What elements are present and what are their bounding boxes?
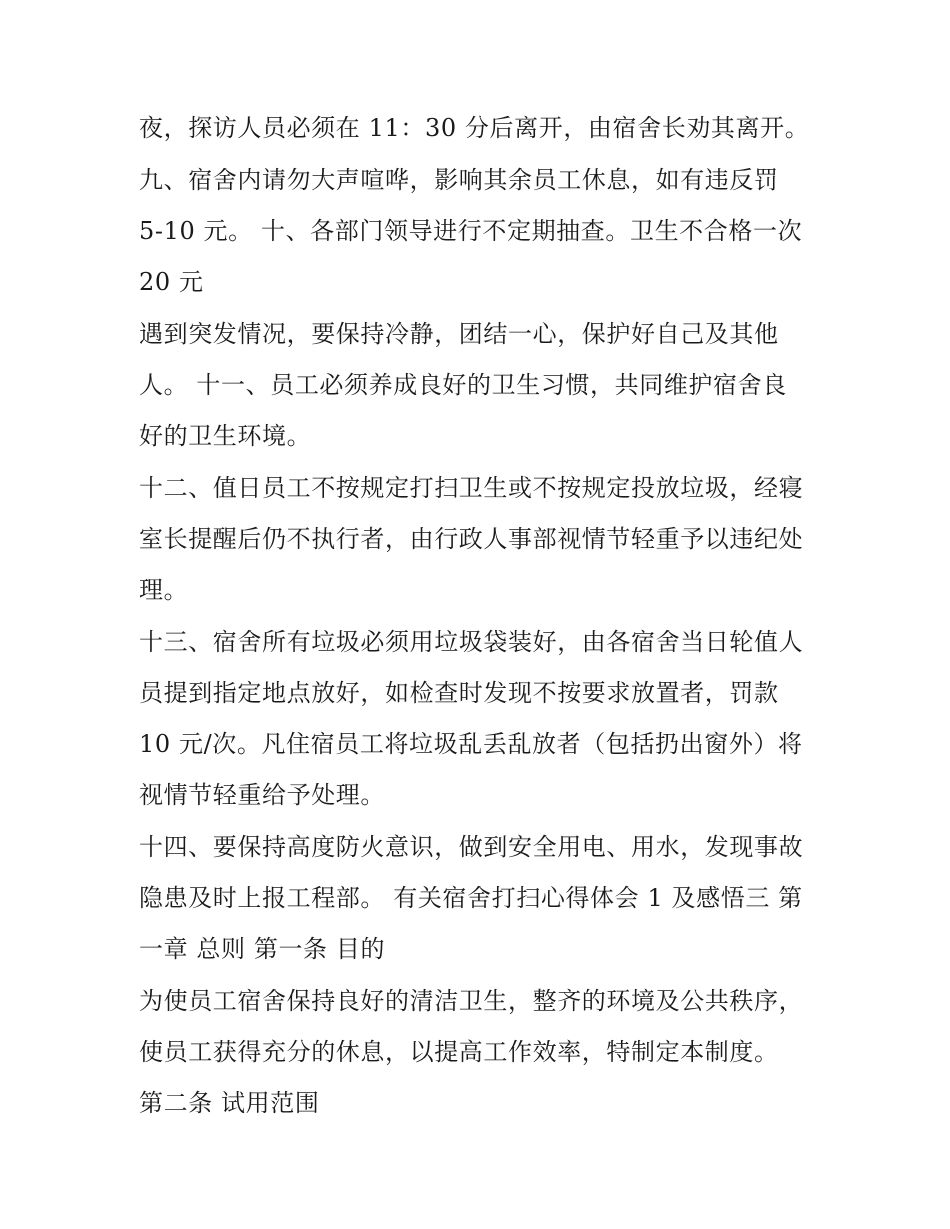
- text-line: 遇到突发情况，要保持冷静，团结一心，保护好自己及其他: [139, 320, 779, 348]
- text-line: 室长提醒后仍不执行者，由行政人事部视情节轻重予以违纪处: [139, 525, 804, 553]
- text-line: 20 元: [139, 268, 204, 296]
- text-line: 九、宿舍内请勿大声喧哗，影响其余员工休息，如有违反罚: [139, 166, 779, 194]
- text-line: 理。: [139, 576, 189, 604]
- text-line: 视情节轻重给予处理。: [139, 781, 385, 809]
- text-line: 人。 十一、员工必须养成良好的卫生习惯，共同维护宿舍良: [139, 371, 787, 399]
- text-line: 为使员工宿舍保持良好的清洁卫生，整齐的环境及公共秩序，: [139, 987, 804, 1015]
- text-line: 第二条 试用范围: [139, 1089, 320, 1117]
- text-line: 隐患及时上报工程部。 有关宿舍打扫心得体会 1 及感悟三 第: [139, 884, 803, 912]
- text-line: 员提到指定地点放好，如检查时发现不按要求放置者，罚款: [139, 679, 779, 707]
- text-line: 5-10 元。 十、各部门领导进行不定期抽查。卫生不合格一次: [139, 217, 803, 245]
- text-line: 十四、要保持高度防火意识，做到安全用电、用水，发现事故: [139, 833, 804, 861]
- text-line: 使员工获得充分的休息，以提高工作效率，特制定本制度。: [139, 1038, 779, 1066]
- text-line: 10 元/次。凡住宿员工将垃圾乱丢乱放者（包括扔出窗外）将: [139, 730, 803, 758]
- text-line: 好的卫生环境。: [139, 422, 312, 450]
- text-line: 夜，探访人员必须在 11：30 分后离开，由宿舍长劝其离开。: [139, 114, 810, 142]
- text-line: 十三、宿舍所有垃圾必须用垃圾袋装好，由各宿舍当日轮值人: [139, 628, 804, 656]
- text-line: 一章 总则 第一条 目的: [139, 935, 386, 963]
- text-line: 十二、值日员工不按规定打扫卫生或不按规定投放垃圾，经寝: [139, 474, 804, 502]
